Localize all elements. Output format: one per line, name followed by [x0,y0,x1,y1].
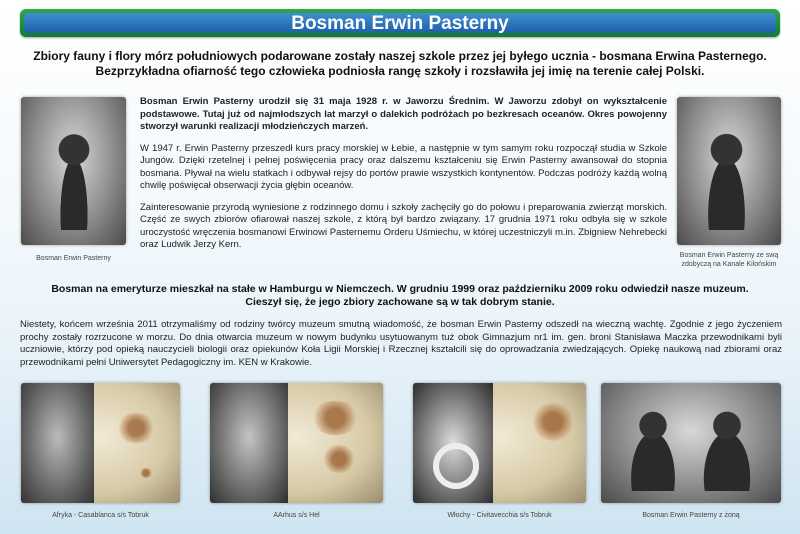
portrait-photo [21,97,126,245]
stain-mark [139,468,153,478]
page-title: Bosman Erwin Pasterny [24,13,776,33]
photo-print [21,383,94,503]
right-photo-caption: Bosman Erwin Pasterny ze swą zdobyczą na Kanale Kilońskim [679,252,779,268]
caption-aarhus: AArhus s/s Hel [273,512,320,519]
retirement-line-1: Bosman na emeryturze mieszkał na stałe w Hamburgu w Niemczech. W grudniu 1999 oraz październiku 2009 roku odwiedził nasze muzeum. [51,283,749,295]
bottom-photo-casablanca [21,383,180,503]
husband-figure [691,407,763,491]
title-banner [20,9,780,37]
bottom-photo-aarhus [210,383,383,503]
stain-mark [531,403,575,441]
stain-mark [322,445,356,473]
bio-paragraph-2: W 1947 r. Erwin Pasterny przeszedł kurs pracy morskiej w Łebie, a następnie w tym samym roku rozpoczął studia w Szkole Jungów. Dzięki rzetelnej i pełnej poświęcenia pracy oraz dalszemu kształceniu się Erwin Pasterny awansował do stopnia bosmana. Pływał na wielu statkach i odbywał rejsy do portów prawie wszystkich kontynentów. Podczas podróży każdą wolną chwilę poświęcał obserwacji życia głębin oceanów. [140,142,667,191]
closing-text: Niestety, końcem września 2011 otrzymaliśmy od rodziny twórcy muzeum smutną wiadomość, że bosman Erwin Pasterny odszedł na wieczną wachtę. Zgodnie z jego życzeniem prochy zostały rozrzucone w morzu. Do dnia otwarcia muzeum w nowym budynku usytuowanym tuż obok Gimnazjum nr1 im. gen. broni Stanisława Maczka przewodnikami byli uczniowie, którzy pod opieką nauczycieli biologii oraz opiekunów Koła Ligii Morskiej i Rzecznej kształcili się do oprowadzania zwiedzających. Opiekę naukową nad zbiorami oraz przewodnikami pełni Uniwersytet Pedagogiczny im. KEN w Krakowie. [20,319,782,368]
bottom-photo-couple [601,383,781,503]
retirement-text [20,283,780,309]
right-photo [677,97,781,245]
portrait-caption: Bosman Erwin Pasterny [36,255,111,262]
retirement-line-2: Cieszył się, że jego zbiory zachowane są w tak dobrym stanie. [245,296,555,308]
intro-line-1: Zbiory fauny i flory mórz południowych podarowane zostały naszej szkole przez jej byłego ucznia - bosmana Erwina Pasternego. [33,49,767,63]
bio-paragraph-1: Bosman Erwin Pasterny urodził się 31 maja 1928 r. w Jaworzu Średnim. W Jaworzu zdobył on wykształcenie podstawowe. Tutaj już od najmłodszych lat marzył o dalekich podróżach po bezkresach oceanów. Okres powojenny stworzył warunki realizacji młodzieńczych marzeń. [140,96,667,132]
photo-print [210,383,288,503]
caption-civitavecchia: Włochy - Civitavecchia s/s Tobruk [447,512,552,519]
right-photo-figures [698,127,755,231]
stain-mark [116,413,156,443]
intro-line-2: Bezprzykładna ofiarność tego człowieka podniosła rangę szkoły i rozsławiła jej imię na terenie całej Polski. [95,64,705,78]
lifebuoy-icon [433,443,479,489]
biography-text [140,96,667,261]
bio-paragraph-3: Zainteresowanie przyrodą wyniesione z rodzinnego domu i szkoły zachęciły go do połowu i preparowania zwierząt morskich. Część ze swych zbiorów ofiarował naszej szkole, z którą był bardzo związany. 17 grudnia 1971 roku odbyła się w szkole uroczystość wręczenia bosmanowi Erwinowi Pasternemu Orderu Uśmiechu, w której uczestniczyli m.in. Zbigniew Nehrebecki oraz Ludwik Jerzy Kern. [140,201,667,250]
portrait-figure [53,127,95,231]
intro-text [25,49,775,79]
wife-figure [619,407,687,491]
caption-couple: Bosman Erwin Pasterny z żoną [642,512,740,519]
bottom-photo-civitavecchia [413,383,586,503]
caption-casablanca: Afryka - Casablanca s/s Tobruk [52,512,149,519]
stain-mark [310,401,360,435]
